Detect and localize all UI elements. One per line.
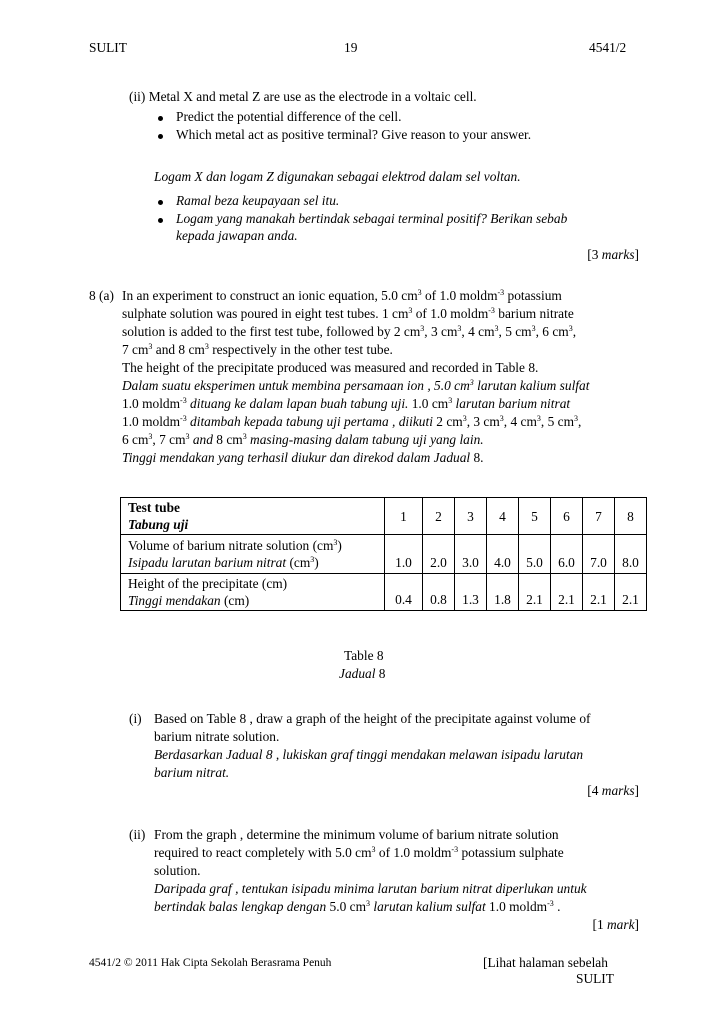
q7ii-bullet1-ms: Ramal beza keupayaan sel itu. bbox=[176, 193, 340, 208]
footer-next-page: [Lihat halaman sebelah bbox=[483, 955, 608, 970]
q8a-line4-ms: 6 $cm^3$, 7 $cm^3$ and 8 $cm^3$ masing-masing dalam tabung uji yang lain. bbox=[122, 432, 484, 447]
q8ai-label: (i) bbox=[129, 711, 142, 726]
table-cell: 5 bbox=[519, 498, 551, 535]
table-cell: 2.0 bbox=[423, 535, 455, 574]
table-cell: 1.3 bbox=[455, 574, 487, 611]
table-cell: 0.8 bbox=[423, 574, 455, 611]
table-cell: 3 bbox=[455, 498, 487, 535]
q8ai-line2-en: barium nitrate solution. bbox=[154, 729, 280, 744]
q8aii-line1-en: From the graph , determine the minimum volume of barium nitrate solution bbox=[154, 827, 559, 842]
q8a-line5-en: The height of the precipitate produced was measured and recorded in Table 8. bbox=[122, 360, 539, 375]
table-row bbox=[121, 574, 647, 611]
row-header-test-tube: Test tube Tabung uji bbox=[121, 498, 385, 535]
footer-sulit: SULIT bbox=[576, 971, 614, 986]
row-header-volume: Volume of barium nitrate solution $(cm^3)$ Isipadu larutan barium nitrat $(cm^3)$ bbox=[121, 535, 385, 574]
footer-copyright: 4541/2 © 2011 Hak Cipta Sekolah Berasrama Penuh bbox=[89, 957, 332, 969]
q8ai-line1-ms: Berdasarkan Jadual 8 , lukiskan graf tinggi mendakan melawan isipadu larutan bbox=[154, 747, 584, 762]
q8aii-line2-en: required to react completely with 5.0 $cm^3$ of 1.0 moldm$^{-3}$ potassium sulphate bbox=[154, 845, 564, 860]
bullet bbox=[158, 116, 163, 121]
q7ii-bullet1-en: Predict the potential difference of the cell. bbox=[176, 109, 402, 124]
table-row bbox=[121, 535, 647, 574]
row-header-height: Height of the precipitate (cm) Tinggi mendakan (cm) bbox=[121, 574, 385, 611]
q7ii-bullet2-ms-cont: kepada jawapan anda. bbox=[176, 228, 298, 243]
q7ii-marks: [3 marks] bbox=[587, 247, 639, 262]
table-cell: 1 bbox=[385, 498, 423, 535]
table-cell: 2.1 bbox=[551, 574, 583, 611]
table-8 bbox=[120, 497, 647, 611]
bullet bbox=[158, 134, 163, 139]
q8a-line3-ms: 1.0 moldm$^{-3}$ ditambah kepada tabung uji pertama , diikuti 2 $cm^3$, 3 $cm^3$, 4 $cm^3$, 5 $cm^3$, bbox=[122, 414, 582, 429]
table-cell: 2.1 bbox=[519, 574, 551, 611]
q8a-label: 8 (a) bbox=[89, 288, 114, 303]
q8ai-line2-ms: barium nitrat. bbox=[154, 765, 230, 780]
bullet bbox=[158, 218, 163, 223]
table-caption-en: Table 8 bbox=[344, 648, 384, 663]
table-cell: 2.1 bbox=[583, 574, 615, 611]
q7ii-bullet2-ms: Logam yang manakah bertindak sebagai terminal positif? Berikan sebab bbox=[176, 211, 568, 226]
q8aii-line3-en: solution. bbox=[154, 863, 201, 878]
q7ii-bullet2-en: Which metal act as positive terminal? Give reason to your answer. bbox=[176, 127, 532, 142]
table-cell: 7 bbox=[583, 498, 615, 535]
page-number: 19 bbox=[344, 40, 358, 55]
table-row bbox=[121, 498, 647, 535]
table-cell: 4.0 bbox=[487, 535, 519, 574]
table-cell: 5.0 bbox=[519, 535, 551, 574]
table-cell: 8.0 bbox=[615, 535, 647, 574]
q8a-line5-ms: Tinggi mendakan yang terhasil diukur dan direkod dalam Jadual 8. bbox=[122, 450, 484, 465]
header-left: SULIT bbox=[89, 40, 127, 55]
q8ai-marks: [4 marks] bbox=[587, 783, 639, 798]
table-cell: 7.0 bbox=[583, 535, 615, 574]
table-cell: 1.0 bbox=[385, 535, 423, 574]
table-cell: 6.0 bbox=[551, 535, 583, 574]
q8a-line2-ms: 1.0 moldm$^{-3}$ dituang ke dalam lapan buah tabung uji. 1.0 $cm^3$ larutan barium nitrat bbox=[122, 396, 571, 411]
bullet bbox=[158, 200, 163, 205]
q8aii-marks: [1 mark] bbox=[592, 917, 639, 932]
q8aii-line1-ms: Daripada graf , tentukan isipadu minima larutan barium nitrat diperlukan untuk bbox=[154, 881, 587, 896]
q8a-line3-en: solution is added to the first test tube, followed by 2 $cm^3$, 3 $cm^3$, 4 $cm^3$, 5 $cm^3$, 6 $cm^3$, bbox=[122, 324, 577, 339]
table-cell: 0.4 bbox=[385, 574, 423, 611]
q8a-line4-en: 7 $cm^3$ and 8 $cm^3$ respectively in the other test tube. bbox=[122, 342, 393, 357]
table-cell: 2.1 bbox=[615, 574, 647, 611]
q8a-line1-ms: Dalam suatu eksperimen untuk membina persamaan ion , 5.0 $cm^3$ larutan kalium sulfat bbox=[122, 378, 590, 393]
q8aii-line2-ms: bertindak balas lengkap dengan 5.0 $cm^3$ larutan kalium sulfat 1.0 moldm$^{-3}$ . bbox=[154, 899, 561, 914]
header-right: 4541/2 bbox=[589, 40, 627, 55]
q7ii-stem-en: (ii) Metal X and metal Z are use as the electrode in a voltaic cell. bbox=[129, 89, 477, 104]
q8a-line1-en: In an experiment to construct an ionic equation, 5.0 $cm^3$ of 1.0 moldm$^{-3}$ potassium bbox=[122, 288, 562, 303]
table-cell: 8 bbox=[615, 498, 647, 535]
q8ai-line1-en: Based on Table 8 , draw a graph of the height of the precipitate against volume of bbox=[154, 711, 591, 726]
table-caption-ms: Jadual 8 bbox=[339, 666, 386, 681]
table-cell: 3.0 bbox=[455, 535, 487, 574]
q7ii-stem-ms: Logam X dan logam Z digunakan sebagai elektrod dalam sel voltan. bbox=[154, 169, 521, 184]
table-cell: 1.8 bbox=[487, 574, 519, 611]
table-cell: 6 bbox=[551, 498, 583, 535]
table-cell: 2 bbox=[423, 498, 455, 535]
q8aii-label: (ii) bbox=[129, 827, 146, 842]
table-cell: 4 bbox=[487, 498, 519, 535]
q8a-line2-en: sulphate solution was poured in eight test tubes. 1 $cm^3$ of 1.0 moldm$^{-3}$ barium nitrate bbox=[122, 306, 574, 321]
